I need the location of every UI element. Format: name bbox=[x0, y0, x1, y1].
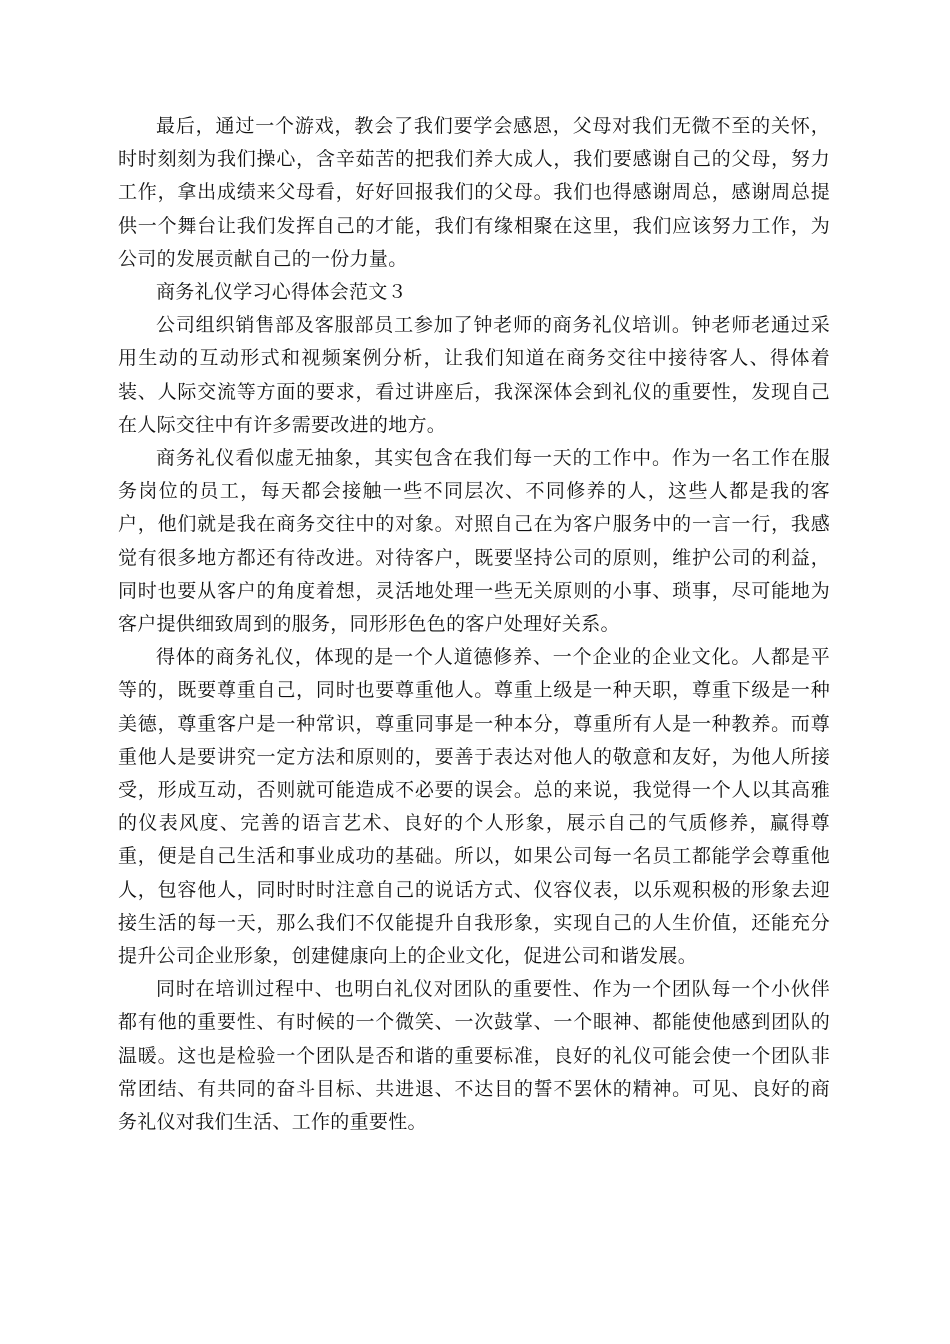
paragraph-daily-work: 商务礼仪看似虚无抽象，其实包含在我们每一天的工作中。作为一名工作在服务岗位的员工，每天都会接触一些不同层次、不同修养的人，这些人都是我的客户，他们就是我在商务交往中的对象。对照自己在为客户服务中的一言一行，我感觉有很多地方都还有待改进。对待客户，既要坚持公司的原则，维护公司的利益，同时也要从客户的角度着想，灵活地处理一些无关原则的小事、琐事，尽可能地为客户提供细致周到的服务，同形形色色的客户处理好关系。 bbox=[118, 447, 830, 636]
paragraph-training-intro: 公司组织销售部及客服部员工参加了钟老师的商务礼仪培训。钟老师老通过采用生动的互动形式和视频案例分析，让我们知道在商务交往中接待客人、得体着装、人际交流等方面的要求，看过讲座后，我深深体会到礼仪的重要性，发现自己在人际交往中有许多需要改进的地方。 bbox=[118, 314, 830, 436]
document-page bbox=[118, 110, 830, 1139]
paragraph-teamwork: 同时在培训过程中、也明白礼仪对团队的重要性、作为一个团队每一个小伙伴都有他的重要性、有时候的一个微笑、一次鼓掌、一个眼神、都能使他感到团队的温暖。这也是检验一个团队是否和谐的重要标准，良好的礼仪可能会使一个团队非常团结、有共同的奋斗目标、共进退、不达目的誓不罢休的精神。可见、良好的商务礼仪对我们生活、工作的重要性。 bbox=[118, 978, 830, 1134]
section-heading: 商务礼仪学习心得体会范文３ bbox=[156, 281, 407, 304]
paragraph-gratitude: 最后，通过一个游戏，教会了我们要学会感恩，父母对我们无微不至的关怀，时时刻刻为我们操心，含辛茹苦的把我们养大成人，我们要感谢自己的父母，努力工作，拿出成绩来父母看，好好回报我们的父母。我们也得感谢周总，感谢周总提供一个舞台让我们发挥自己的才能，我们有缘相聚在这里，我们应该努力工作，为公司的发展贡献自己的一份力量。 bbox=[118, 115, 830, 270]
paragraph-respect: 得体的商务礼仪，体现的是一个人道德修养、一个企业的企业文化。人都是平等的，既要尊重自己，同时也要尊重他人。尊重上级是一种天职，尊重下级是一种美德，尊重客户是一种常识，尊重同事是一种本分，尊重所有人是一种教养。而尊重他人是要讲究一定方法和原则的，要善于表达对他人的敬意和友好，为他人所接受，形成互动，否则就可能造成不必要的误会。总的来说，我觉得一个人以其高雅的仪表风度、完善的语言艺术、良好的个人形象，展示自己的气质修养，赢得尊重，便是自己生活和事业成功的基础。所以，如果公司每一名员工都能学会尊重他人，包容他人，同时时时注意自己的说话方式、仪容仪表，以乐观积极的形象去迎接生活的每一天，那么我们不仅能提升自我形象，实现自己的人生价值，还能充分提升公司企业形象，创建健康向上的企业文化，促进公司和谐发展。 bbox=[118, 646, 830, 968]
